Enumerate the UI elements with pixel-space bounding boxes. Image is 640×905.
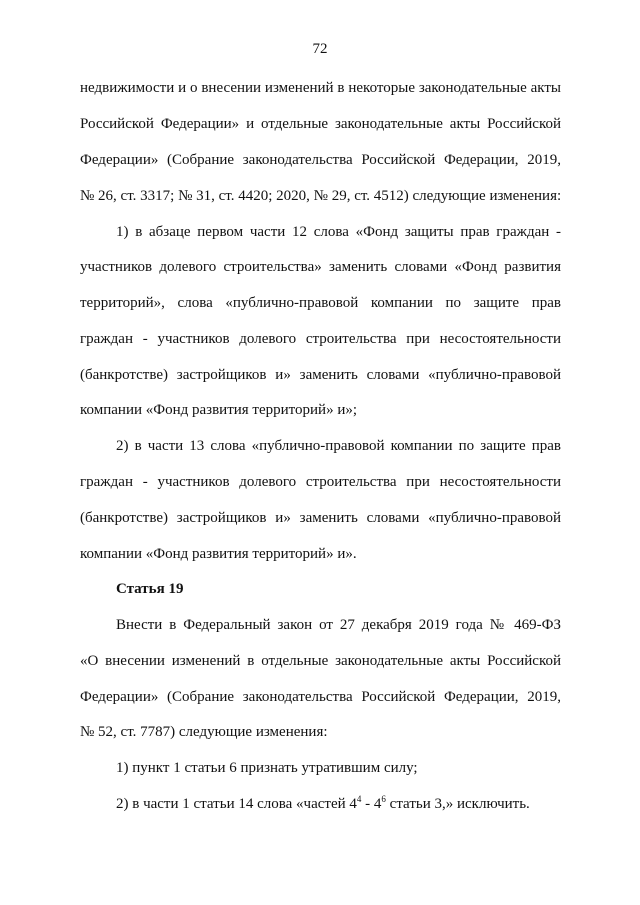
text-line: граждан - участников долевого строительства при несостоятельности <box>80 474 561 490</box>
text-fragment: - 4 <box>361 796 382 812</box>
page-number: 72 <box>312 41 328 57</box>
text-line: № 26, ст. 3317; № 31, ст. 4420; 2020, № 29, ст. 4512) следующие изменения: <box>80 188 562 204</box>
superscript: 4 <box>356 794 362 804</box>
text-line <box>116 795 561 813</box>
text-fragment: 2) в части 1 статьи 14 слова «частей 4 <box>116 796 357 812</box>
text-line: компании «Фонд развития территорий» и»; <box>80 402 358 418</box>
text-line: 1) пункт 1 статьи 6 признать утратившим силу; <box>116 760 418 776</box>
text-line: 2) в части 13 слова «публично-правовой компании по защите прав <box>116 438 561 454</box>
text-line: (банкротстве) застройщиков и» заменить словами «публично-правовой <box>80 367 561 383</box>
text-line: компании «Фонд развития территорий» и». <box>80 546 357 562</box>
text-line: граждан - участников долевого строительства при несостоятельности <box>80 331 561 347</box>
text-line: территорий», слова «публично-правовой компании по защите прав <box>80 295 561 311</box>
text-line: 1) в абзаце первом части 12 слова «Фонд защиты прав граждан - <box>116 224 561 240</box>
text-line: Федерации» (Собрание законодательства Российской Федерации, 2019, <box>80 152 561 168</box>
superscript: 6 <box>381 794 386 804</box>
text-line: Внести в Федеральный закон от 27 декабря 2019 года № 469-ФЗ <box>116 617 561 633</box>
text-line: Федерации» (Собрание законодательства Российской Федерации, 2019, <box>80 689 561 705</box>
text-line: Российской Федерации» и отдельные законодательные акты Российской <box>80 116 561 132</box>
text-line: № 52, ст. 7787) следующие изменения: <box>80 724 328 740</box>
text-line: (банкротстве) застройщиков и» заменить словами «публично-правовой <box>80 510 561 526</box>
text-fragment: статьи 3,» исключить. <box>385 796 530 812</box>
text-line: недвижимости и о внесении изменений в некоторые законодательные акты <box>80 80 561 96</box>
text-line: «О внесении изменений в отдельные законодательные акты Российской <box>80 653 561 669</box>
text-line: участников долевого строительства» заменить словами «Фонд развития <box>80 259 561 275</box>
article-heading: Статья 19 <box>116 581 184 597</box>
